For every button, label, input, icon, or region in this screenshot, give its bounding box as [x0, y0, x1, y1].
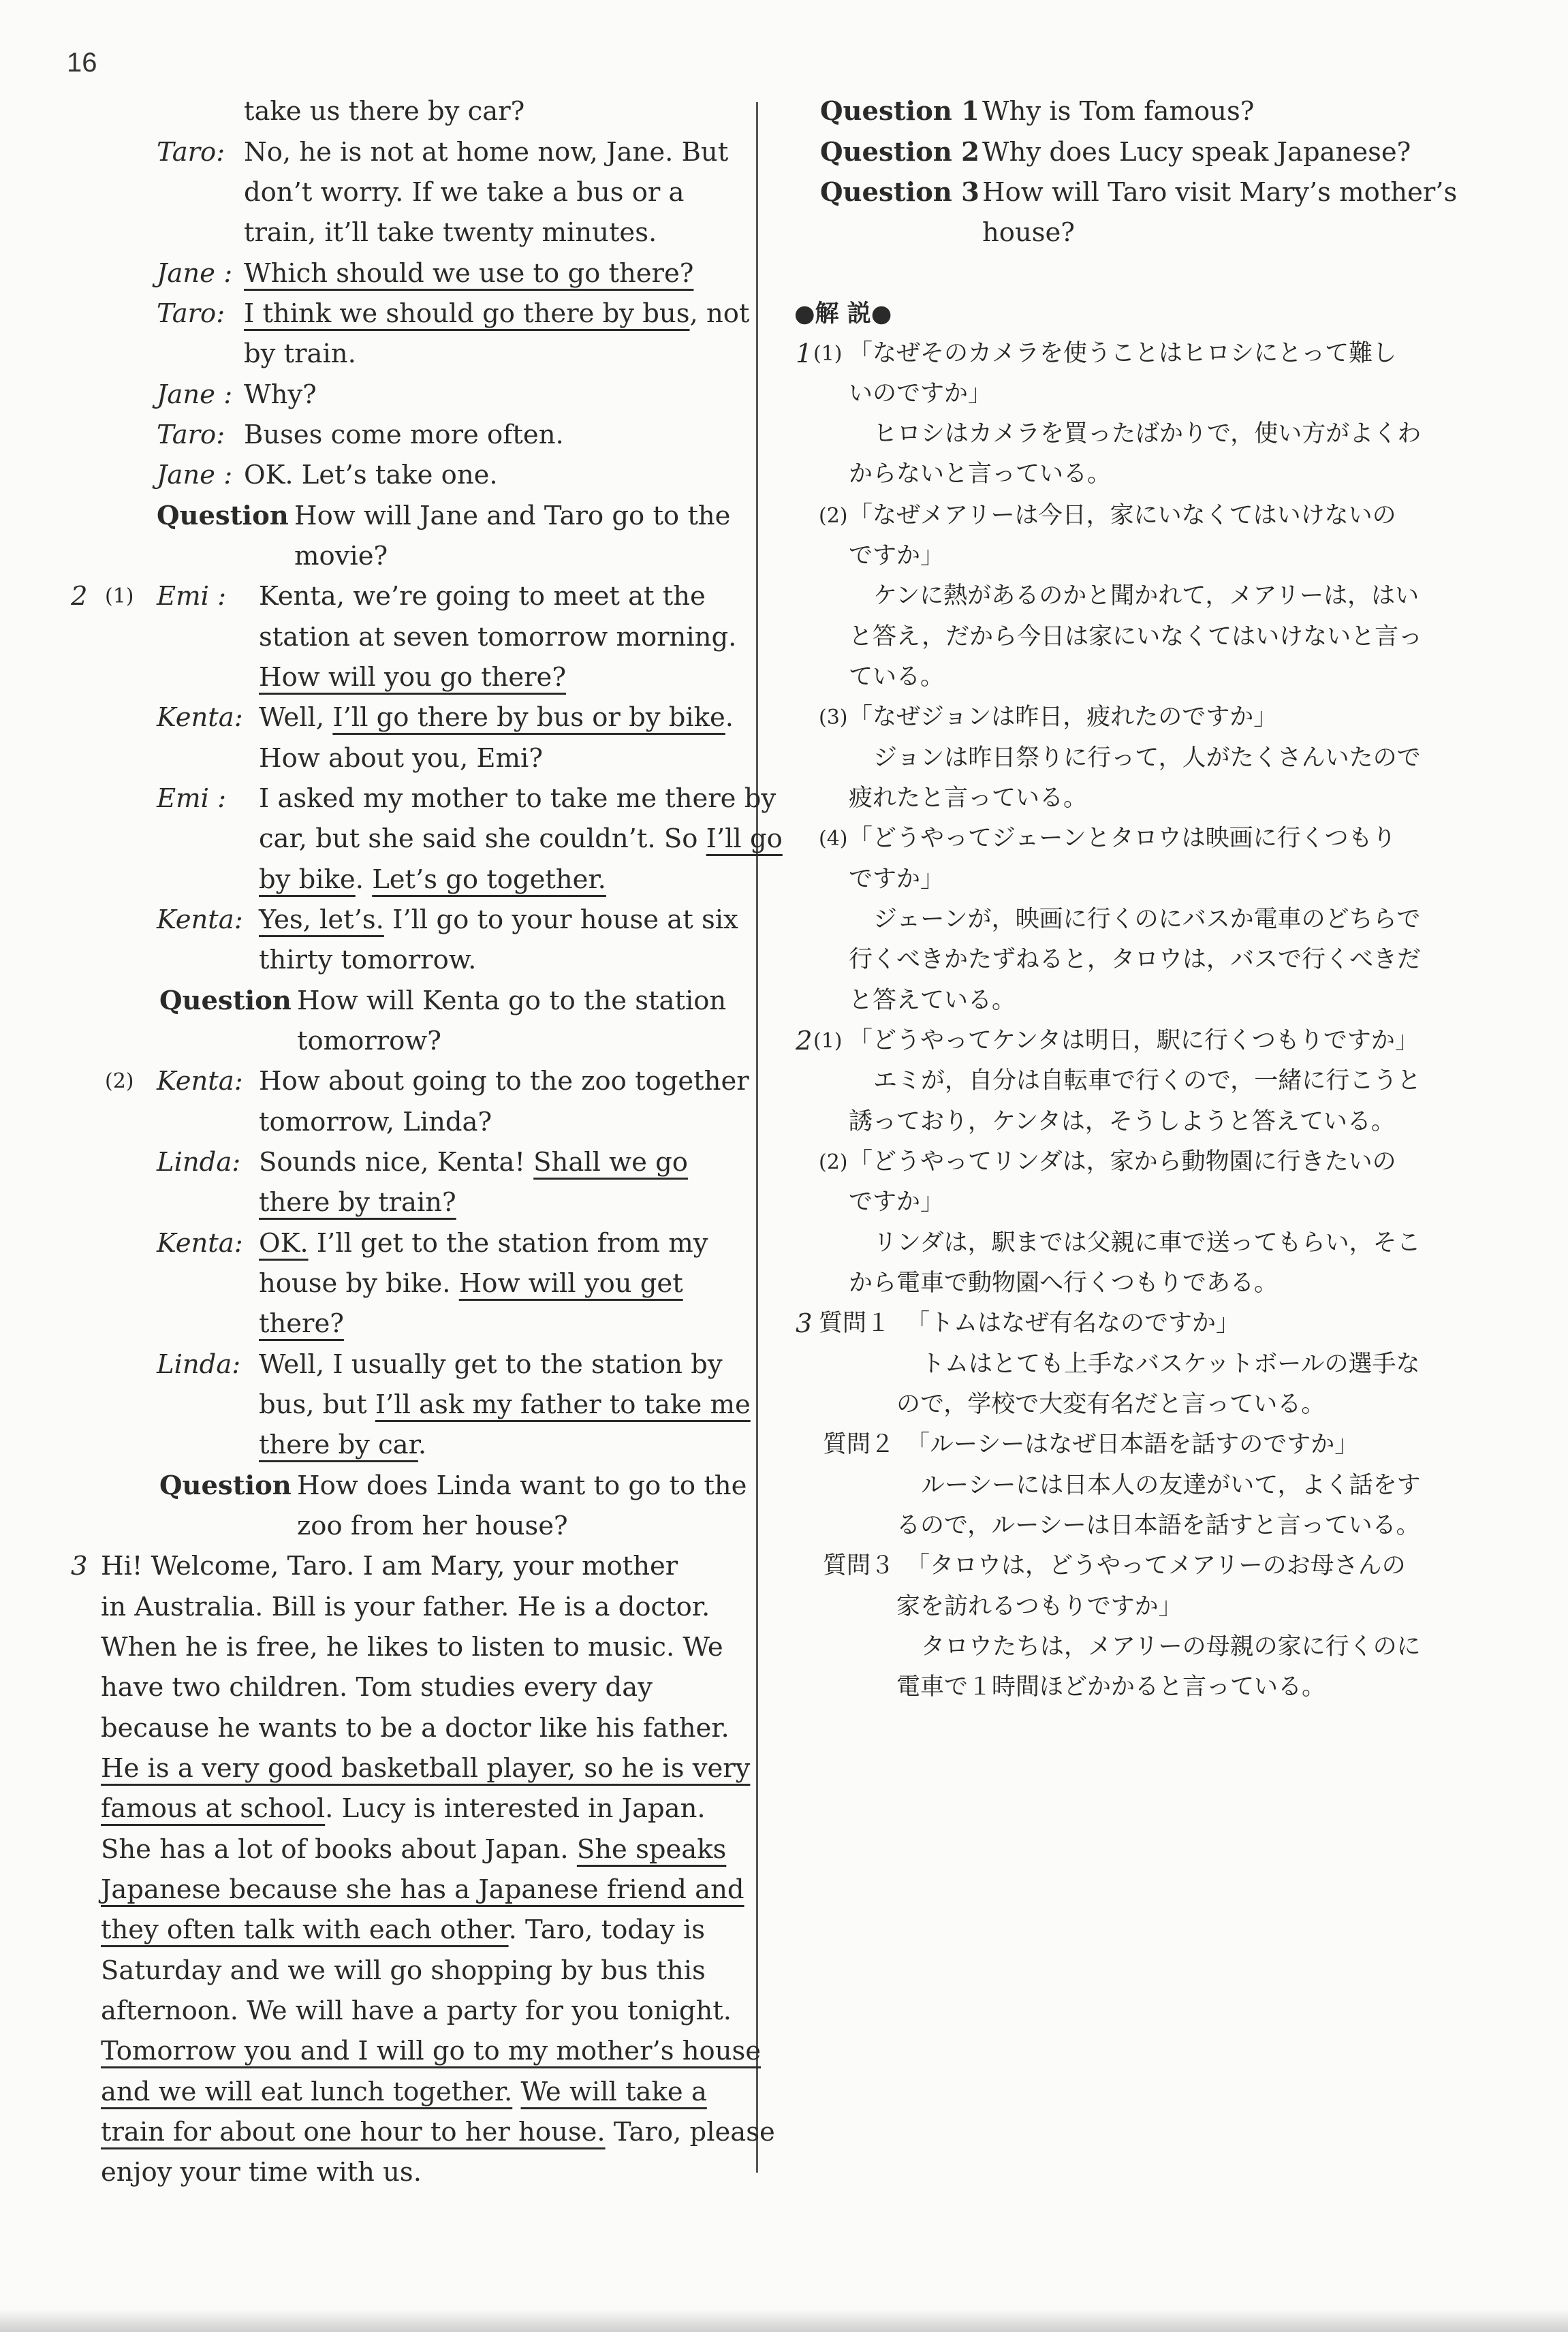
- explanation-line: 「タロウは，どうやってメアリーのお母さんの: [906, 1552, 1406, 1579]
- section-number: 3: [71, 1551, 88, 1581]
- explanation-line: 「どうやってケンタは明日，駅に行くつもりですか」: [849, 1027, 1419, 1054]
- explanation-line: 行くべきかたずねると，タロウは，バスで行くべきだ: [849, 946, 1422, 973]
- explanation-line: と答え，だから今日は家にいなくてはいけないと言っ: [849, 623, 1423, 650]
- explanation-line: 「どうやってジェーンとタロウは映画に行くつもり: [849, 825, 1396, 852]
- underlined-answer: famous at school: [101, 1793, 326, 1824]
- underlined-answer: Yes, let’s.: [259, 904, 384, 935]
- dialogue-line: there?: [259, 1308, 344, 1339]
- passage-line: because he wants to be a doctor like his father.: [101, 1713, 730, 1744]
- explanation-line: 「ルーシーはなぜ日本語を話すのですか」: [906, 1431, 1359, 1458]
- dialogue-line: How about going to the zoo together: [259, 1066, 749, 1097]
- text-fragment: .: [418, 1430, 427, 1460]
- text-fragment: Taro, please: [605, 2117, 775, 2147]
- text-fragment: bus, but: [259, 1389, 375, 1420]
- explanation-line: 誘っており，ケンタは，そうしようと答えている。: [849, 1108, 1395, 1135]
- text-fragment: Well,: [259, 702, 333, 733]
- question-text: Why does Lucy speak Japanese?: [982, 137, 1411, 168]
- question-text: Why is Tom famous?: [982, 96, 1255, 127]
- dialogue-line: take us there by car?: [244, 96, 525, 127]
- question-label: Question: [157, 501, 289, 531]
- explanation-line: ジェーンが，映画に行くのにバスか電車のどちらで: [873, 906, 1421, 933]
- question-label: Question: [159, 986, 292, 1016]
- speaker-label: Linda:: [157, 1349, 241, 1380]
- passage-line: [101, 2072, 707, 2112]
- passage-line: afternoon. We will have a party for you tonight.: [101, 1996, 732, 2026]
- speaker-label: Emi :: [157, 581, 227, 612]
- column-divider: [756, 102, 758, 2173]
- speaker-label: Kenta:: [157, 1066, 243, 1097]
- question-text: How will Taro visit Mary’s mother’s: [982, 177, 1458, 208]
- dialogue-line: [259, 900, 738, 940]
- dialogue-line: [244, 294, 749, 334]
- underlined-answer: by bike: [259, 864, 356, 895]
- sub-number: (1): [813, 1029, 843, 1053]
- text-fragment: . Taro, today is: [508, 1915, 706, 1945]
- page-edge-shadow: [0, 2309, 1568, 2332]
- underlined-answer: there by car: [259, 1430, 418, 1460]
- explanation-line: 「なぜジョンは昨日，疲れたのですか」: [849, 704, 1278, 731]
- underlined-answer: We will take a: [520, 2077, 707, 2107]
- section-number: 2: [796, 1026, 813, 1056]
- explanation-line: ヒロシはカメラを買ったばかりで，使い方がよくわ: [873, 420, 1422, 447]
- explanation-line: ですか」: [849, 542, 945, 569]
- underlined-answer: Let’s go together.: [372, 864, 606, 895]
- section-number: 1: [796, 338, 813, 369]
- speaker-label: Emi :: [157, 783, 227, 814]
- explanation-line: 「トムはなぜ有名なのですか」: [906, 1310, 1240, 1337]
- underlined-answer: they often talk with each other: [101, 1915, 509, 1945]
- dialogue-line: Which should we use to go there?: [244, 258, 694, 289]
- dialogue-line: [259, 1263, 683, 1304]
- explanation-line: 電車で１時間ほどかかると言っている。: [896, 1673, 1326, 1701]
- underlined-answer: OK.: [259, 1228, 309, 1259]
- dialogue-line: Kenta, we’re going to meet at the: [259, 581, 706, 612]
- text-fragment: . Lucy is interested in Japan.: [325, 1793, 706, 1824]
- passage-line: [101, 1829, 726, 1870]
- sub-number: (1): [105, 584, 134, 608]
- underlined-answer: I think we should go there by bus: [244, 298, 690, 329]
- question-text: How will Jane and Taro go to the: [294, 501, 731, 531]
- sub-number: (3): [819, 706, 848, 729]
- underlined-answer: I’ll ask my father to take me: [375, 1389, 751, 1420]
- speaker-label: Kenta:: [157, 702, 243, 733]
- speaker-label: Jane :: [157, 460, 233, 490]
- dialogue-line: No, he is not at home now, Jane. But: [244, 137, 729, 168]
- dialogue-line: How will you go there?: [259, 662, 566, 693]
- explanation-line: ですか」: [849, 866, 945, 893]
- explanation-line: タロウたちは，メアリーの母親の家に行くのに: [921, 1633, 1421, 1660]
- dialogue-line: station at seven tomorrow morning.: [259, 622, 737, 652]
- question-label: Question 1: [820, 96, 979, 127]
- explanation-line: 「なぜそのカメラを使うことはヒロシにとって難し: [849, 340, 1397, 367]
- text-fragment: car, but she said she couldn’t. So: [259, 823, 706, 854]
- explanation-line: いのですか」: [849, 380, 992, 407]
- speaker-label: Jane :: [157, 379, 233, 410]
- dialogue-line: [259, 1425, 426, 1465]
- passage-line: He is a very good basketball player, so he is very: [101, 1753, 751, 1784]
- dialogue-line: tomorrow, Linda?: [259, 1107, 492, 1137]
- explanation-line: ジョンは昨日祭りに行って，人がたくさんいたので: [873, 744, 1421, 772]
- dialogue-line: Well, I usually get to the station by: [259, 1349, 723, 1380]
- explanation-line: 家を訪れるつもりですか」: [896, 1593, 1182, 1620]
- explanation-heading: ●解 説●: [794, 300, 892, 328]
- dialogue-line: there by train?: [259, 1187, 456, 1218]
- dialogue-line: I asked my mother to take me there by: [259, 783, 777, 814]
- question-text: house?: [982, 217, 1075, 248]
- sub-number: (2): [819, 504, 848, 528]
- passage-line: enjoy your time with us.: [101, 2157, 422, 2188]
- text-fragment: .: [355, 864, 373, 895]
- passage-line: Tomorrow you and I will go to my mother’s house: [101, 2036, 762, 2066]
- question-label: Question 2: [820, 137, 979, 168]
- underlined-answer: and we will eat lunch together.: [101, 2077, 513, 2107]
- question-text: movie?: [294, 541, 388, 571]
- section-number: 2: [71, 581, 88, 612]
- explanation-line: リンダは，駅までは父親に車で送ってもらい，そこ: [873, 1229, 1421, 1257]
- dialogue-line: [259, 819, 783, 859]
- dialogue-line: Why?: [244, 379, 317, 410]
- speaker-label: Kenta:: [157, 1228, 243, 1259]
- dialogue-line: [259, 1223, 708, 1263]
- speaker-label: Kenta:: [157, 904, 243, 935]
- question-label-jp: 質問１: [819, 1310, 891, 1337]
- question-text: tomorrow?: [297, 1026, 441, 1056]
- sub-number: (1): [813, 342, 843, 366]
- text-fragment: Sounds nice, Kenta!: [259, 1147, 534, 1178]
- dialogue-line: [259, 1142, 688, 1182]
- explanation-line: トムはとても上手なバスケットボールの選手な: [921, 1351, 1420, 1378]
- explanation-line: ケンに熱があるのかと聞かれて，メアリーは，はい: [873, 582, 1420, 610]
- underlined-answer: Shall we go: [533, 1147, 688, 1178]
- passage-line: [101, 1789, 706, 1829]
- text-fragment: [512, 2077, 520, 2107]
- question-text: How will Kenta go to the station: [297, 986, 727, 1016]
- explanation-line: るので，ルーシーは日本語を話すと言っている。: [896, 1512, 1420, 1539]
- question-label-jp: 質問２: [823, 1431, 895, 1458]
- underlined-answer: She speaks: [576, 1834, 727, 1865]
- question-text: zoo from her house?: [297, 1511, 568, 1541]
- question-label: Question: [159, 1470, 292, 1501]
- sub-number: (2): [819, 1150, 848, 1174]
- speaker-label: Taro:: [157, 137, 225, 168]
- speaker-label: Taro:: [157, 420, 225, 450]
- explanation-line: と答えている。: [849, 987, 1016, 1014]
- dialogue-line: [259, 697, 734, 738]
- text-fragment: , not: [689, 298, 750, 329]
- explanation-line: ている。: [849, 663, 945, 691]
- dialogue-line: by train.: [244, 338, 356, 369]
- explanation-line: ルーシーには日本人の友達がいて，よく話をす: [921, 1472, 1421, 1499]
- passage-line: [101, 2112, 775, 2152]
- dialogue-line: don’t worry. If we take a bus or a: [244, 177, 685, 208]
- passage-line: When he is free, he likes to listen to music. We: [101, 1632, 723, 1663]
- explanation-line: ので，学校で大変有名だと言っている。: [896, 1391, 1326, 1418]
- passage-line: Saturday and we will go shopping by bus this: [101, 1955, 706, 1986]
- explanation-line: エミが，自分は自転車で行くので，一緒に行こうと: [873, 1067, 1422, 1094]
- dialogue-line: [259, 1385, 751, 1425]
- dialogue-line: Buses come more often.: [244, 420, 564, 450]
- explanation-line: 疲れたと言っている。: [849, 785, 1088, 812]
- passage-line: have two children. Tom studies every day: [101, 1672, 653, 1703]
- passage-line: Hi! Welcome, Taro. I am Mary, your mother: [101, 1551, 678, 1581]
- passage-line: [101, 1910, 705, 1950]
- dialogue-line: thirty tomorrow.: [259, 945, 477, 975]
- sub-number: (2): [105, 1069, 134, 1093]
- explanation-line: ですか」: [849, 1188, 945, 1216]
- explanation-line: 「どうやってリンダは，家から動物園に行きたいの: [849, 1148, 1396, 1176]
- text-fragment: .: [725, 702, 734, 733]
- dialogue-line: [259, 860, 606, 900]
- section-number: 3: [796, 1308, 813, 1339]
- explanation-line: 「なぜメアリーは今日，家にいなくてはいけないの: [849, 502, 1396, 529]
- speaker-label: Jane :: [157, 258, 233, 289]
- dialogue-line: OK. Let’s take one.: [244, 460, 498, 490]
- sub-number: (4): [819, 827, 848, 851]
- text-fragment: house by bike.: [259, 1268, 459, 1299]
- explanation-line: から電車で動物園へ行くつもりである。: [849, 1270, 1279, 1297]
- dialogue-line: train, it’ll take twenty minutes.: [244, 217, 657, 248]
- passage-line: Japanese because she has a Japanese friend and: [101, 1874, 744, 1905]
- text-fragment: She has a lot of books about Japan.: [101, 1834, 577, 1865]
- passage-line: in Australia. Bill is your father. He is a doctor.: [101, 1592, 710, 1622]
- speaker-label: Linda:: [157, 1147, 241, 1178]
- text-fragment: I’ll get to the station from my: [308, 1228, 708, 1259]
- underlined-answer: train for about one hour to her house.: [101, 2117, 606, 2147]
- question-label-jp: 質問３: [823, 1552, 895, 1579]
- speaker-label: Taro:: [157, 298, 225, 329]
- page-number: 16: [67, 48, 97, 78]
- text-fragment: I’ll go to your house at six: [383, 904, 738, 935]
- underlined-answer: I’ll go there by bus or by bike: [332, 702, 725, 733]
- question-label: Question 3: [820, 177, 979, 208]
- dialogue-line: How about you, Emi?: [259, 743, 543, 774]
- explanation-line: からないと言っている。: [849, 460, 1112, 488]
- underlined-answer: I’ll go: [706, 823, 783, 854]
- underlined-answer: How will you get: [458, 1268, 683, 1299]
- question-text: How does Linda want to go to the: [297, 1470, 747, 1501]
